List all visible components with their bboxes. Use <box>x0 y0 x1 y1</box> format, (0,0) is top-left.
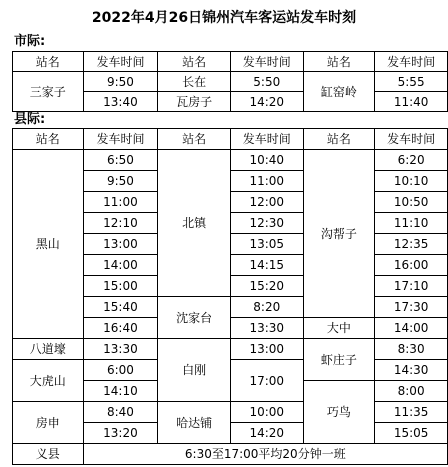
county-section-label: 县际: <box>14 112 46 127</box>
departure-time: 13:40 <box>83 92 158 112</box>
station-name: 义县 <box>13 444 84 465</box>
station-name: 三家子 <box>13 72 84 112</box>
table-header-row <box>13 52 448 72</box>
station-name: 虾庄子 <box>303 339 375 381</box>
departure-time: 14:20 <box>230 423 303 444</box>
departure-time: 11:00 <box>83 192 158 213</box>
departure-time: 8:00 <box>375 381 448 402</box>
county-schedule-table <box>12 128 448 465</box>
station-name: 长在 <box>158 72 231 92</box>
departure-time: 11:00 <box>230 171 303 192</box>
departure-time: 6:50 <box>83 150 158 171</box>
departure-time: 15:20 <box>230 276 303 297</box>
column-header: 站名 <box>158 129 231 150</box>
departure-time: 11:10 <box>375 213 448 234</box>
departure-time: 17:00 <box>230 360 303 402</box>
station-name: 白刚 <box>158 339 231 402</box>
column-header: 站名 <box>13 52 84 72</box>
column-header: 发车时间 <box>83 129 158 150</box>
departure-time: 13:30 <box>230 318 303 339</box>
departure-time: 10:40 <box>230 150 303 171</box>
departure-time: 5:50 <box>230 72 303 92</box>
station-name: 瓦房子 <box>158 92 231 112</box>
table-row <box>13 150 448 171</box>
station-name: 房申 <box>13 402 84 444</box>
departure-time: 12:10 <box>83 213 158 234</box>
station-name: 巧鸟 <box>303 381 375 444</box>
departure-time: 12:30 <box>230 213 303 234</box>
departure-time: 8:40 <box>83 402 158 423</box>
departure-time: 15:05 <box>375 423 448 444</box>
departure-time: 17:30 <box>375 297 448 318</box>
table-header-row <box>13 129 448 150</box>
departure-time: 14:00 <box>83 255 158 276</box>
city-schedule-table <box>12 51 448 112</box>
departure-time: 14:20 <box>230 92 303 112</box>
column-header: 发车时间 <box>375 52 448 72</box>
column-header: 发车时间 <box>230 52 303 72</box>
departure-time: 9:50 <box>83 72 158 92</box>
column-header: 发车时间 <box>83 52 158 72</box>
departure-time: 10:00 <box>230 402 303 423</box>
departure-time: 6:00 <box>83 360 158 381</box>
column-header: 站名 <box>13 129 84 150</box>
departure-time: 8:30 <box>375 339 448 360</box>
departure-time: 16:00 <box>375 255 448 276</box>
departure-time: 15:40 <box>83 297 158 318</box>
station-name: 大虎山 <box>13 360 84 402</box>
column-header: 发车时间 <box>375 129 448 150</box>
departure-time: 13:30 <box>83 339 158 360</box>
table-row <box>13 72 448 92</box>
column-header: 发车时间 <box>230 129 303 150</box>
departure-time: 11:40 <box>375 92 448 112</box>
city-section-label: 市际: <box>14 34 46 49</box>
station-name: 黑山 <box>13 150 84 339</box>
departure-time: 14:30 <box>375 360 448 381</box>
departure-time: 15:00 <box>83 276 158 297</box>
station-name: 沈家台 <box>158 297 231 339</box>
departure-time: 6:20 <box>375 150 448 171</box>
departure-time: 5:55 <box>375 72 448 92</box>
table-row <box>13 339 448 360</box>
departure-time: 10:50 <box>375 192 448 213</box>
table-row <box>13 444 448 465</box>
departure-time: 12:00 <box>230 192 303 213</box>
departure-time: 14:10 <box>83 381 158 402</box>
station-name: 沟帮子 <box>303 150 375 318</box>
departure-time: 13:20 <box>83 423 158 444</box>
departure-time: 9:50 <box>83 171 158 192</box>
departure-time: 13:00 <box>83 234 158 255</box>
page-title: 2022年4月26日锦州汽车客运站发车时刻 <box>91 10 357 26</box>
departure-time: 10:10 <box>375 171 448 192</box>
departure-time: 8:20 <box>230 297 303 318</box>
departure-time: 16:40 <box>83 318 158 339</box>
schedule-note: 6:30至17:00平均20分钟一班 <box>83 444 447 465</box>
departure-time: 13:05 <box>230 234 303 255</box>
station-name: 缸窑岭 <box>303 72 375 112</box>
departure-time: 17:10 <box>375 276 448 297</box>
departure-time: 14:15 <box>230 255 303 276</box>
departure-time: 12:35 <box>375 234 448 255</box>
table-row <box>13 402 448 423</box>
station-name: 八道壕 <box>13 339 84 360</box>
departure-time: 11:35 <box>375 402 448 423</box>
column-header: 站名 <box>303 52 375 72</box>
column-header: 站名 <box>303 129 375 150</box>
station-name: 大中 <box>303 318 375 339</box>
departure-time: 14:00 <box>375 318 448 339</box>
departure-time: 13:00 <box>230 339 303 360</box>
column-header: 站名 <box>158 52 231 72</box>
station-name: 哈达铺 <box>158 402 231 444</box>
station-name: 北镇 <box>158 150 231 297</box>
table-row <box>13 360 448 381</box>
